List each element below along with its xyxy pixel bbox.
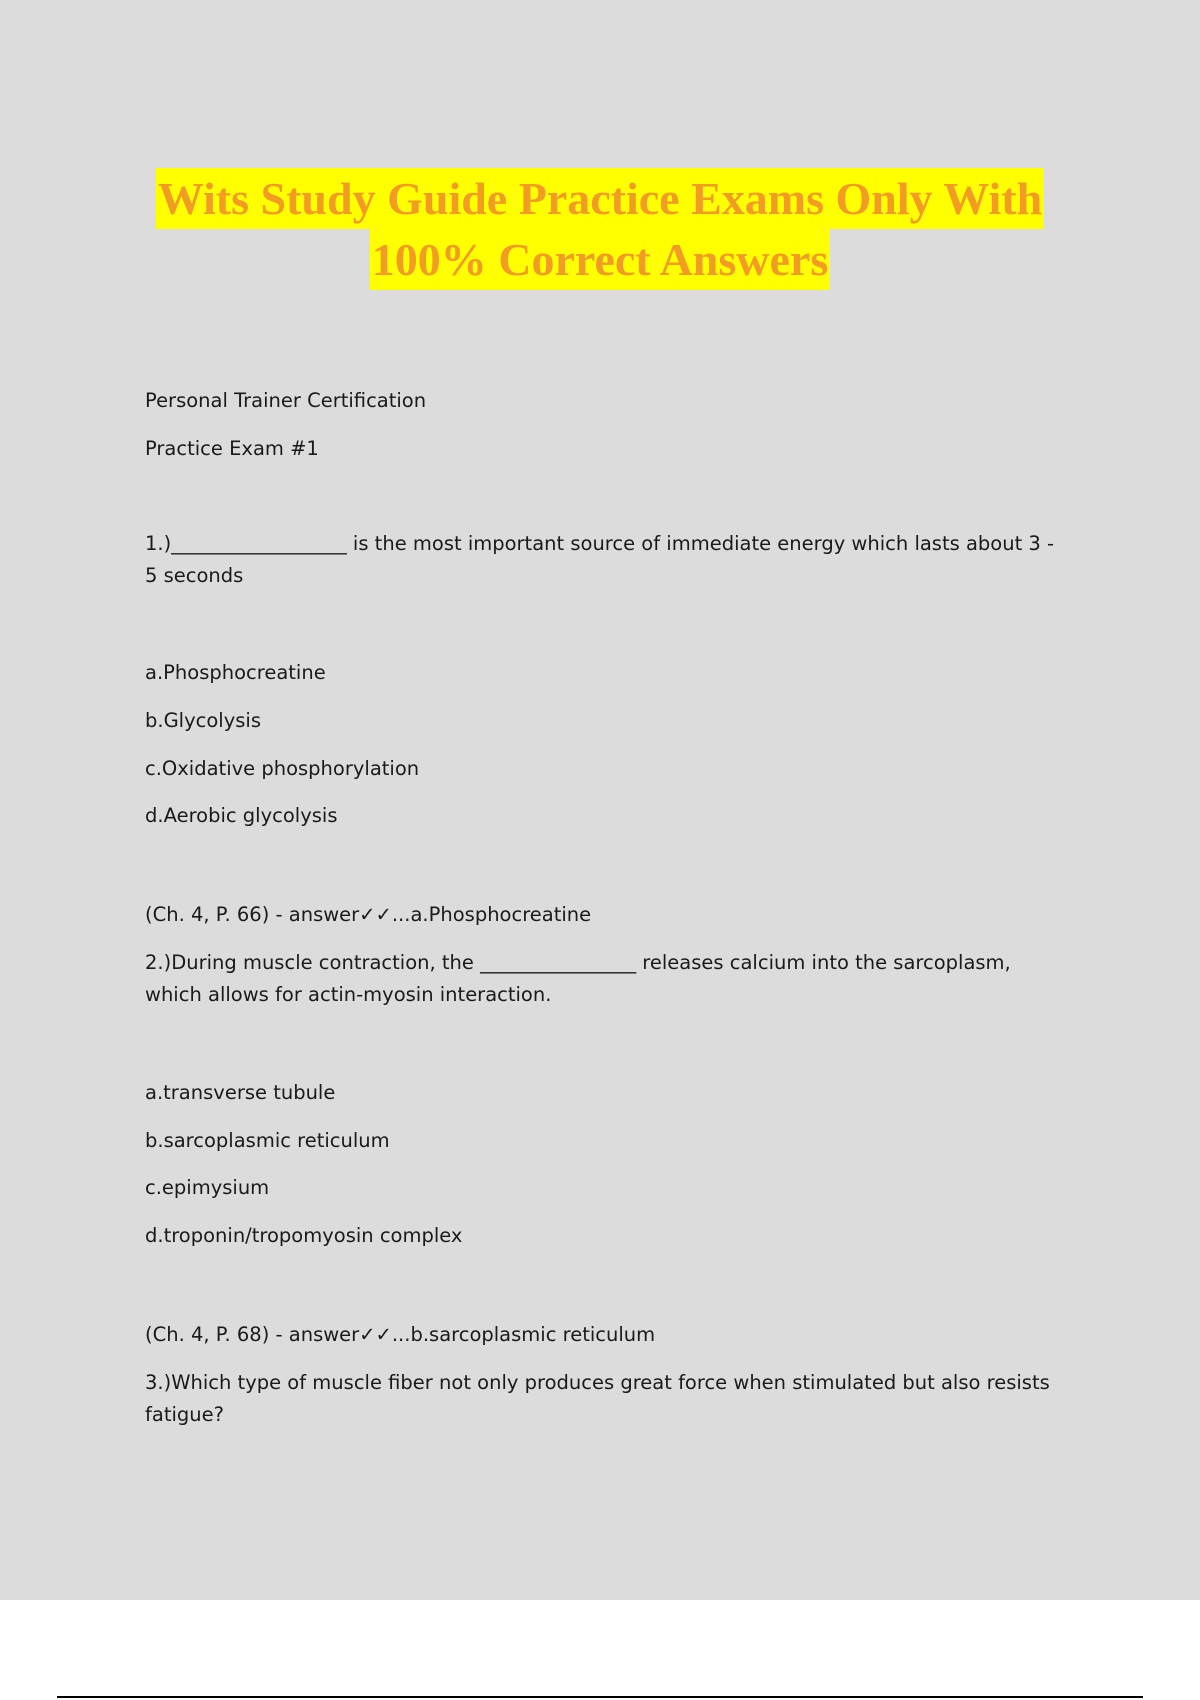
question-1-option-b: b.Glycolysis [145,709,261,732]
question-2-answer: (Ch. 4, P. 68) - answer✓✓...b.sarcoplasmic reticulum [145,1323,656,1346]
question-2-option-a: a.transverse tubule [145,1081,336,1104]
page-divider [57,1696,1143,1698]
question-3-stem-line-2: fatigue? [145,1403,224,1426]
question-2-option-b: b.sarcoplasmic reticulum [145,1129,390,1152]
question-3-stem-line-1: 3.)Which type of muscle fiber not only produces great force when stimulated but also resists [145,1371,1050,1394]
question-2-stem-line-2: which allows for actin-myosin interaction. [145,983,552,1006]
question-2-option-c: c.epimysium [145,1176,270,1199]
title-line-2: 100% Correct Answers [370,229,831,290]
question-1-stem-line-1: 1.)__________________ is the most important source of immediate energy which lasts about 3 - [145,532,1055,555]
question-1-option-a: a.Phosphocreatine [145,661,326,684]
question-1-option-d: d.Aerobic glycolysis [145,804,338,827]
question-2-stem-line-1: 2.)During muscle contraction, the ________________ releases calcium into the sarcoplasm, [145,951,1011,974]
question-1-answer: (Ch. 4, P. 66) - answer✓✓...a.Phosphocreatine [145,903,592,926]
question-1-option-c: c.Oxidative phosphorylation [145,757,420,780]
certification-name: Personal Trainer Certification [145,389,427,412]
exam-name: Practice Exam #1 [145,437,319,460]
document-title [0,168,1200,290]
question-1-stem-line-2: 5 seconds [145,564,244,587]
question-2-option-d: d.troponin/tropomyosin complex [145,1224,463,1247]
title-line-1: Wits Study Guide Practice Exams Only With [156,168,1044,229]
